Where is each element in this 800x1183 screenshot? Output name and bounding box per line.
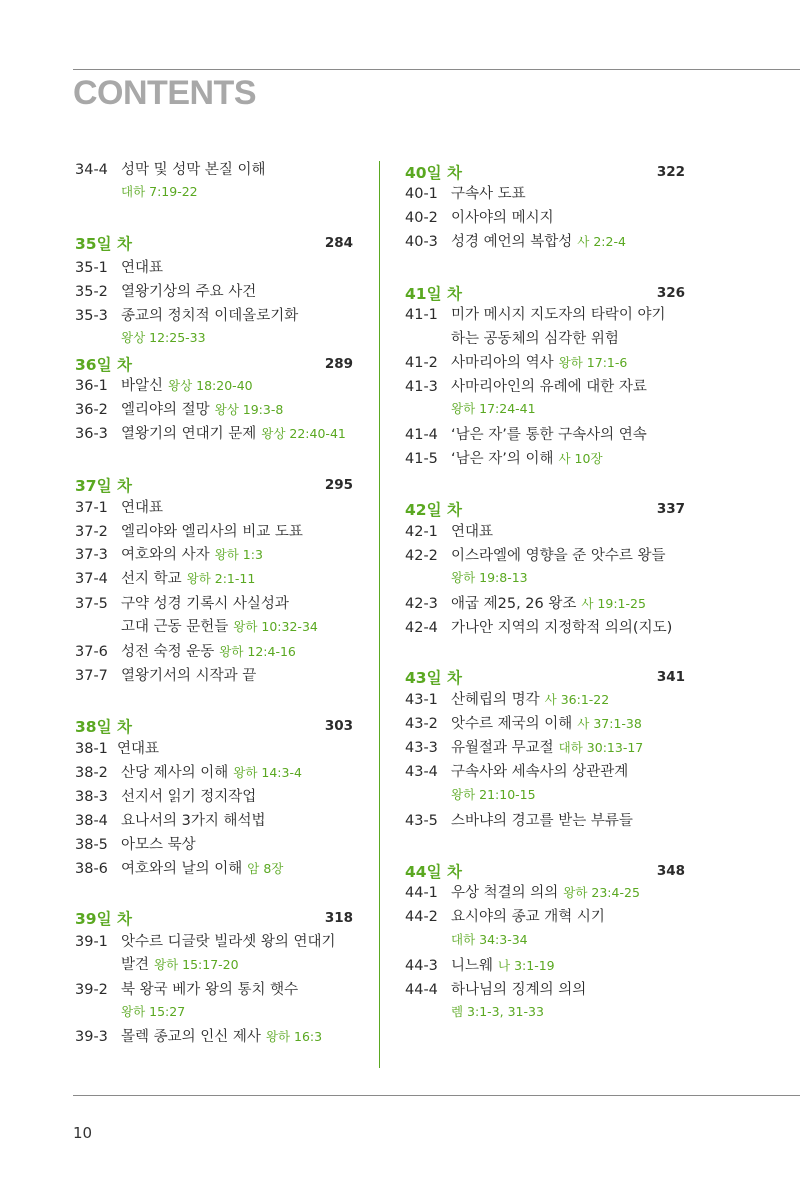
toc-entry-37-1[interactable]: 37-1 연대표 xyxy=(75,500,164,516)
toc-entry-38-3[interactable]: 38-3 선지서 읽기 정지작업 xyxy=(75,789,257,805)
toc-entry-41-3[interactable]: 41-3 사마리아인의 유례에 대한 자료 xyxy=(405,379,647,395)
day-38-heading[interactable]: 38일 차 303 xyxy=(75,718,353,736)
toc-entry-42-3[interactable]: 42-3 애굽 제25, 26 왕조 사 19:1-25 xyxy=(405,596,646,612)
day-37-heading[interactable]: 37일 차 295 xyxy=(75,477,353,495)
toc-entry-43-3[interactable]: 43-3 유월절과 무교절 대하 30:13-17 xyxy=(405,740,644,756)
page-number: 10 xyxy=(73,1124,93,1142)
toc-entry-42-2-ref: 왕하 19:8-13 xyxy=(451,570,528,585)
toc-entry-36-3[interactable]: 36-3 열왕기의 연대기 문제 왕상 22:40-41 xyxy=(75,426,346,442)
toc-entry-38-4[interactable]: 38-4 요나서의 3가지 해석법 xyxy=(75,813,266,829)
toc-entry-38-1[interactable]: 38-1 연대표 xyxy=(75,741,160,757)
bottom-rule xyxy=(73,1095,800,1096)
toc-entry-43-2[interactable]: 43-2 앗수르 제국의 이해 사 37:1-38 xyxy=(405,716,642,732)
toc-entry-37-6[interactable]: 37-6 성전 숙정 운동 왕하 12:4-16 xyxy=(75,644,296,660)
toc-entry-35-2[interactable]: 35-2 열왕기상의 주요 사건 xyxy=(75,284,257,300)
toc-entry-35-3[interactable]: 35-3 종교의 정치적 이데올로기화 xyxy=(75,308,299,324)
toc-entry-44-2-ref: 대하 34:3-34 xyxy=(451,932,528,947)
toc-entry-44-3[interactable]: 44-3 니느웨 나 3:1-19 xyxy=(405,958,555,974)
day-42-heading[interactable]: 42일 차 337 xyxy=(405,501,685,519)
toc-entry-35-1[interactable]: 35-1 연대표 xyxy=(75,260,164,276)
toc-entry-37-3[interactable]: 37-3 여호와의 사자 왕하 1:3 xyxy=(75,547,263,563)
toc-entry-36-1[interactable]: 36-1 바알신 왕상 18:20-40 xyxy=(75,378,253,394)
toc-entry-39-1-cont: 발견 왕하 15:17-20 xyxy=(121,957,239,973)
toc-entry-41-1-cont: 하는 공동체의 심각한 위험 xyxy=(451,331,619,347)
toc-entry-40-1[interactable]: 40-1 구속사 도표 xyxy=(405,186,526,202)
toc-entry-37-5[interactable]: 37-5 구약 성경 기록시 사실성과 xyxy=(75,596,289,612)
toc-entry-39-1[interactable]: 39-1 앗수르 디글랏 빌라셋 왕의 연대기 xyxy=(75,934,336,950)
toc-entry-44-1[interactable]: 44-1 우상 척결의 의의 왕하 23:4-25 xyxy=(405,885,640,901)
day-44-heading[interactable]: 44일 차 348 xyxy=(405,863,685,881)
top-rule xyxy=(73,69,800,70)
toc-entry-42-4[interactable]: 42-4 가나안 지역의 지정학적 의의(지도) xyxy=(405,620,673,636)
day-39-heading[interactable]: 39일 차 318 xyxy=(75,910,353,928)
toc-entry-42-1[interactable]: 42-1 연대표 xyxy=(405,524,494,540)
toc-entry-41-4[interactable]: 41-4 ‘남은 자’를 통한 구속사의 연속 xyxy=(405,427,647,443)
toc-entry-39-3[interactable]: 39-3 몰렉 종교의 인신 제사 왕하 16:3 xyxy=(75,1029,323,1045)
toc-entry-38-6[interactable]: 38-6 여호와의 날의 이해 암 8장 xyxy=(75,861,284,877)
toc-entry-34-4[interactable]: 34-4 성막 및 성막 본질 이해 xyxy=(75,162,266,178)
toc-entry-41-3-ref: 왕하 17:24-41 xyxy=(451,401,536,416)
day-43-heading[interactable]: 43일 차 341 xyxy=(405,669,685,687)
toc-entry-37-5-cont: 고대 근동 문헌들 왕하 10:32-34 xyxy=(121,619,318,635)
toc-entry-37-4[interactable]: 37-4 선지 학교 왕하 2:1-11 xyxy=(75,571,256,587)
toc-entry-41-1[interactable]: 41-1 미가 메시지 지도자의 타락이 야기 xyxy=(405,307,666,323)
day-41-heading[interactable]: 41일 차 326 xyxy=(405,285,685,303)
column-divider xyxy=(379,161,380,1068)
toc-entry-43-5[interactable]: 43-5 스바냐의 경고를 받는 부류들 xyxy=(405,813,633,829)
toc-entry-43-4[interactable]: 43-4 구속사와 세속사의 상관관계 xyxy=(405,764,629,780)
toc-entry-44-2[interactable]: 44-2 요시야의 종교 개혁 시기 xyxy=(405,909,605,925)
toc-entry-38-5[interactable]: 38-5 아모스 묵상 xyxy=(75,837,196,853)
toc-entry-42-2[interactable]: 42-2 이스라엘에 영향을 준 앗수르 왕들 xyxy=(405,548,666,564)
toc-entry-39-2[interactable]: 39-2 북 왕국 베가 왕의 통치 햇수 xyxy=(75,982,299,998)
toc-entry-40-3[interactable]: 40-3 성경 예언의 복합성 사 2:2-4 xyxy=(405,234,626,250)
toc-entry-39-2-ref: 왕하 15:27 xyxy=(121,1004,186,1019)
toc-entry-36-2[interactable]: 36-2 엘리야의 절망 왕상 19:3-8 xyxy=(75,402,284,418)
toc-entry-37-2[interactable]: 37-2 엘리야와 엘리사의 비교 도표 xyxy=(75,524,303,540)
toc-entry-41-2[interactable]: 41-2 사마리아의 역사 왕하 17:1-6 xyxy=(405,355,628,371)
toc-entry-35-3-ref: 왕상 12:25-33 xyxy=(121,330,206,345)
day-40-heading[interactable]: 40일 차 322 xyxy=(405,164,685,182)
page-title: CONTENTS xyxy=(73,74,256,112)
day-36-heading[interactable]: 36일 차 289 xyxy=(75,356,353,374)
toc-entry-40-2[interactable]: 40-2 이사야의 메시지 xyxy=(405,210,554,226)
toc-entry-43-1[interactable]: 43-1 산헤립의 명각 사 36:1-22 xyxy=(405,692,610,708)
toc-entry-38-2[interactable]: 38-2 산당 제사의 이해 왕하 14:3-4 xyxy=(75,765,302,781)
toc-entry-44-4[interactable]: 44-4 하나님의 징계의 의의 xyxy=(405,982,587,998)
day-35-heading[interactable]: 35일 차 284 xyxy=(75,235,353,253)
toc-entry-37-7[interactable]: 37-7 열왕기서의 시작과 끝 xyxy=(75,668,257,684)
toc-entry-44-4-ref: 렘 3:1-3, 31-33 xyxy=(451,1004,544,1019)
toc-entry-34-4-ref: 대하 7:19-22 xyxy=(121,184,198,199)
toc-entry-41-5[interactable]: 41-5 ‘남은 자’의 이해 사 10장 xyxy=(405,451,603,467)
toc-entry-43-4-ref: 왕하 21:10-15 xyxy=(451,787,536,802)
